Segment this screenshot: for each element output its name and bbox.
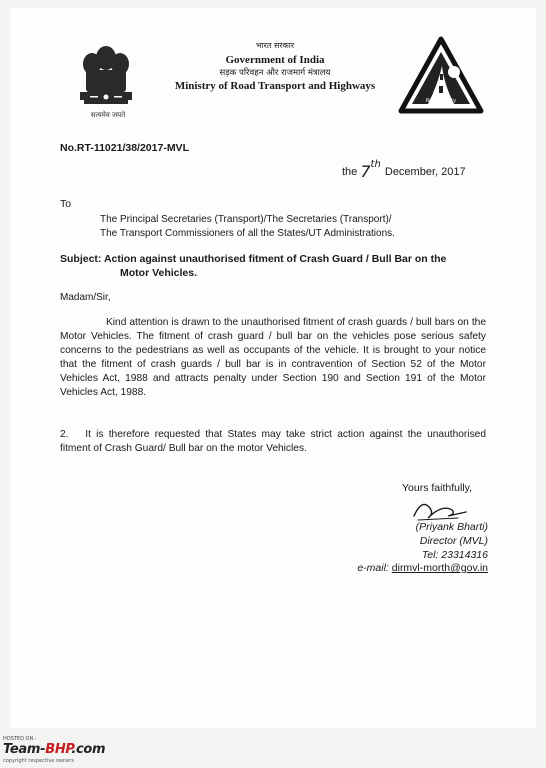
watermark-logo bbox=[3, 742, 105, 757]
date-day: 7 bbox=[360, 162, 371, 181]
subject-line: Subject: Action against unauthorised fitment of Crash Guard / Bull Bar on the bbox=[60, 253, 447, 265]
signer-title: Director (MVL) bbox=[419, 535, 488, 547]
date-suffix: th bbox=[370, 159, 381, 170]
to-label: To bbox=[60, 198, 72, 210]
logo-caption: Road Safety bbox=[425, 98, 457, 104]
paragraph-text: It is therefore requested that States may take strict action against the unauthorised fitment of Crash Guard/ Bull bar on the motor Vehicles. bbox=[60, 429, 486, 454]
watermark-hosted: HOSTED ON : bbox=[3, 736, 37, 742]
letter-date bbox=[342, 160, 466, 179]
closing: Yours faithfully, bbox=[402, 482, 473, 494]
body-paragraph bbox=[60, 316, 486, 400]
team-bhp-watermark bbox=[3, 736, 153, 766]
email-address: dirmvl-morth@gov.in bbox=[391, 562, 488, 574]
email-label: e-mail: bbox=[357, 562, 389, 574]
watermark-logo-part: BHP bbox=[45, 742, 72, 757]
subject bbox=[60, 252, 500, 280]
paragraph-text: Kind attention is drawn to the unauthorised fitment of crash guards / bull bars on the Motor Vehicles. The fitment of crash guard / bull bar on the vehicles pose serious safety concerns to the pedestrians as well as occupants of the vehicle. It is brought to your notice that the fitment of crash guards / bull bar is in contravention of Section 52 of the Motor Vehicles Act, 1988 and attracts penalty under Section 190 and Section 191 of the Motor Vehicles Act, 1988. bbox=[60, 317, 486, 398]
signer-name: (Priyank Bharti) bbox=[415, 521, 488, 533]
addressee-line: The Principal Secretaries (Transport)/The Secretaries (Transport)/ bbox=[100, 214, 392, 225]
emblem-caption: सत्यमेव जयते bbox=[90, 111, 126, 119]
watermark-logo-part: .com bbox=[71, 742, 106, 757]
hindi-ministry-line: सड़क परिवहन और राजमार्ग मंत्रालय bbox=[219, 68, 331, 78]
date-prefix: the bbox=[342, 166, 358, 178]
signature-block bbox=[360, 520, 488, 562]
letterhead bbox=[160, 40, 390, 92]
watermark-logo-part: Team- bbox=[3, 742, 46, 757]
signer-telephone: Tel: 23314316 bbox=[421, 549, 488, 561]
hindi-government-line: भारत सरकार bbox=[255, 41, 295, 50]
government-name: Government of India bbox=[225, 54, 325, 66]
reference-number: No.RT-11021/38/2017-MVL bbox=[60, 142, 189, 154]
national-emblem-icon bbox=[66, 40, 146, 122]
paragraph-number: 2. bbox=[60, 429, 69, 440]
road-safety-logo-icon bbox=[398, 36, 484, 114]
addressee bbox=[100, 213, 500, 241]
watermark-copyright: copyright respective owners bbox=[3, 758, 74, 764]
signer-email bbox=[300, 562, 488, 574]
addressee-line: The Transport Commissioners of all the States/UT Administrations. bbox=[100, 228, 395, 239]
ministry-name: Ministry of Road Transport and Highways bbox=[174, 80, 376, 92]
date-rest: December, 2017 bbox=[384, 166, 466, 178]
body-paragraph bbox=[60, 428, 486, 456]
salutation: Madam/Sir, bbox=[60, 292, 111, 303]
subject-line: Motor Vehicles. bbox=[120, 267, 198, 279]
